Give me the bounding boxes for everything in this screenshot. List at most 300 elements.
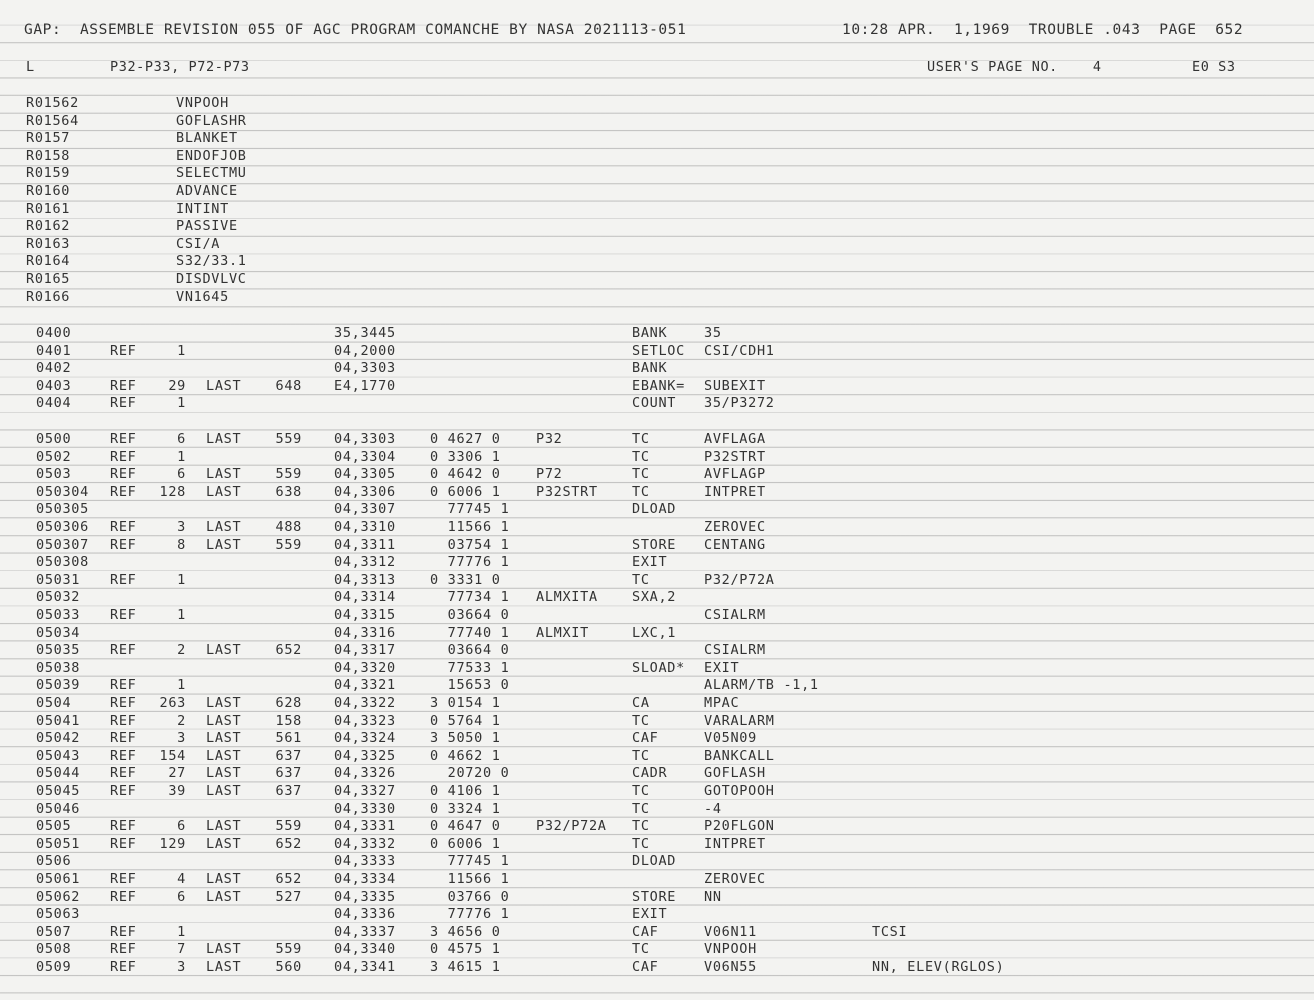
octal-word: 0 4662 1: [430, 747, 501, 764]
memory-address: 04,3331: [334, 818, 396, 835]
symbol-ref-id: R0157: [26, 130, 71, 147]
opcode: BANK: [632, 360, 668, 377]
memory-address: E4,1770: [334, 377, 396, 394]
page-code: E0 S3: [1192, 59, 1236, 75]
listing-row: [0, 713, 1314, 731]
octal-word: 11566 1: [430, 871, 510, 887]
line-number: 05034: [36, 624, 81, 641]
octal-word: 3 4656 0: [430, 923, 501, 940]
last-marker: LAST: [206, 818, 242, 835]
symbol-label: ALMXIT: [536, 624, 589, 641]
symbol-ref-id: R01562: [26, 95, 79, 111]
opcode: TC: [632, 747, 650, 764]
listing-header-left: GAP: ASSEMBLE REVISION 055 OF AGC PROGRAM COMANCHE BY NASA 2021113-051: [24, 22, 687, 38]
memory-address: 04,3330: [334, 800, 396, 817]
ref-count: 8: [177, 536, 186, 553]
opcode: TC: [632, 448, 650, 465]
line-number: 05046: [36, 800, 81, 817]
memory-address: 04,3323: [334, 712, 396, 729]
listing-row: [0, 889, 1314, 907]
users-page-number: USER'S PAGE NO. 4: [927, 59, 1102, 75]
octal-word: 0 3306 1: [430, 448, 501, 465]
symbol-ref-row: [0, 113, 1314, 131]
ref-marker: REF: [110, 431, 137, 447]
memory-address: 04,3312: [334, 554, 396, 571]
ref-marker: REF: [110, 677, 137, 694]
symbol-ref-row: [0, 236, 1314, 254]
last-page: 559: [275, 941, 302, 958]
line-number: 050306: [36, 519, 89, 535]
memory-address: 04,3317: [334, 642, 396, 659]
memory-address: 04,3307: [334, 501, 396, 518]
operand: MPAC: [704, 695, 740, 711]
line-number: 05044: [36, 765, 81, 782]
opcode: BANK: [632, 325, 668, 341]
ref-count: 2: [177, 642, 186, 659]
listing-row: [0, 589, 1314, 607]
ref-count: 4: [177, 871, 186, 887]
octal-word: 03754 1: [430, 536, 510, 553]
last-marker: LAST: [206, 712, 242, 729]
symbol-ref-id: R0161: [26, 200, 71, 217]
ref-count: 2: [177, 712, 186, 729]
octal-word: 03664 0: [430, 642, 510, 659]
last-page: 559: [275, 818, 302, 835]
octal-word: 15653 0: [430, 677, 510, 694]
ref-marker: REF: [110, 483, 137, 500]
ref-count: 7: [177, 941, 186, 958]
symbol-ref-name: CSI/A: [176, 235, 221, 252]
ref-marker: REF: [110, 466, 137, 483]
line-number: 0403: [36, 377, 72, 394]
ref-count: 6: [177, 431, 186, 447]
last-marker: LAST: [206, 642, 242, 659]
opcode: CA: [632, 695, 650, 711]
symbol-ref-row: [0, 201, 1314, 219]
last-page: 637: [275, 747, 302, 764]
line-number: 0400: [36, 325, 72, 341]
line-number: 05035: [36, 642, 81, 659]
symbol-ref-row: [0, 183, 1314, 201]
symbol-ref-row: [0, 95, 1314, 113]
memory-address: 04,3335: [334, 888, 396, 905]
memory-address: 04,3334: [334, 871, 396, 887]
last-page: 559: [275, 431, 302, 447]
ref-count: 1: [177, 571, 186, 588]
operand: BANKCALL: [704, 747, 775, 764]
listing-row: [0, 941, 1314, 959]
ref-count: 1: [177, 342, 186, 359]
ref-count: 29: [168, 377, 186, 394]
octal-word: 0 4647 0: [430, 818, 501, 835]
listing-row: [0, 906, 1314, 924]
last-page: 637: [275, 783, 302, 799]
memory-address: 04,3332: [334, 835, 396, 852]
memory-address: 04,3324: [334, 730, 396, 747]
symbol-label: P32: [536, 431, 563, 447]
operand: P32/P72A: [704, 571, 775, 588]
symbol-ref-row: [0, 289, 1314, 307]
symbol-ref-name: VN1645: [176, 288, 229, 305]
octal-word: 11566 1: [430, 519, 510, 535]
octal-word: 0 4642 0: [430, 466, 501, 483]
ref-marker: REF: [110, 712, 137, 729]
line-number: 050307: [36, 536, 89, 553]
line-number: 0508: [36, 941, 72, 958]
line-number: 0504: [36, 695, 72, 711]
line-number: 0402: [36, 360, 72, 377]
memory-address: 04,3305: [334, 466, 396, 483]
ref-marker: REF: [110, 835, 137, 852]
symbol-ref-row: [0, 218, 1314, 236]
last-page: 559: [275, 536, 302, 553]
opcode: TC: [632, 941, 650, 958]
last-page: 559: [275, 466, 302, 483]
opcode: COUNT: [632, 395, 677, 412]
operand: -4: [704, 800, 722, 817]
memory-address: 04,3303: [334, 360, 396, 377]
line-number: 05039: [36, 677, 81, 694]
symbol-ref-id: R0162: [26, 218, 71, 235]
ref-marker: REF: [110, 871, 137, 887]
symbol-label: P32/P72A: [536, 818, 607, 835]
symbol-label: P72: [536, 466, 563, 483]
symbol-ref-name: SELECTMU: [176, 165, 247, 182]
operand: V06N11: [704, 923, 757, 940]
operand: P32STRT: [704, 448, 766, 465]
last-marker: LAST: [206, 747, 242, 764]
opcode: TC: [632, 571, 650, 588]
operand: V06N55: [704, 959, 757, 975]
ref-marker: REF: [110, 695, 137, 711]
octal-word: 3 4615 1: [430, 959, 501, 975]
ref-count: 128: [159, 483, 186, 500]
listing-row: [0, 484, 1314, 502]
opcode: EBANK=: [632, 377, 685, 394]
ref-count: 1: [177, 448, 186, 465]
last-marker: LAST: [206, 377, 242, 394]
memory-address: 04,3320: [334, 659, 396, 676]
ref-marker: REF: [110, 342, 137, 359]
listing-row: [0, 378, 1314, 396]
operand: AVFLAGA: [704, 431, 766, 447]
line-number: 0500: [36, 431, 72, 447]
octal-word: 77734 1: [430, 589, 510, 606]
ref-marker: REF: [110, 747, 137, 764]
line-number: 050304: [36, 483, 89, 500]
last-page: 652: [275, 835, 302, 852]
operand: NN: [704, 888, 722, 905]
comment: NN, ELEV(RGLOS): [872, 959, 1005, 975]
line-number: 0502: [36, 448, 72, 465]
operand: ZEROVEC: [704, 871, 766, 887]
line-number: 05038: [36, 659, 81, 676]
ref-count: 154: [159, 747, 186, 764]
listing-row: [0, 642, 1314, 660]
listing-row: [0, 677, 1314, 695]
last-marker: LAST: [206, 431, 242, 447]
memory-address: 04,2000: [334, 342, 396, 359]
operand: V05N09: [704, 730, 757, 747]
listing-row: [0, 818, 1314, 836]
operand: CSIALRM: [704, 607, 766, 623]
ref-marker: REF: [110, 818, 137, 835]
last-marker: LAST: [206, 835, 242, 852]
operand: P20FLGON: [704, 818, 775, 835]
listing-row: [0, 748, 1314, 766]
opcode: SLOAD*: [632, 659, 685, 676]
last-page: 652: [275, 871, 302, 887]
listing-row: [0, 325, 1314, 343]
line-number: 05051: [36, 835, 81, 852]
listing-row: [0, 765, 1314, 783]
line-number: 0507: [36, 923, 72, 940]
opcode: STORE: [632, 536, 677, 553]
memory-address: 04,3310: [334, 519, 396, 535]
octal-word: 20720 0: [430, 765, 510, 782]
opcode: TC: [632, 835, 650, 852]
line-number: 05031: [36, 571, 81, 588]
symbol-ref-row: [0, 253, 1314, 271]
line-number: 050305: [36, 501, 89, 518]
last-page: 638: [275, 483, 302, 500]
operand: ZEROVEC: [704, 519, 766, 535]
last-marker: LAST: [206, 888, 242, 905]
ref-marker: REF: [110, 448, 137, 465]
memory-address: 04,3321: [334, 677, 396, 694]
octal-word: 0 4575 1: [430, 941, 501, 958]
last-marker: LAST: [206, 941, 242, 958]
listing-row: [0, 519, 1314, 537]
listing-row: [0, 801, 1314, 819]
last-page: 628: [275, 695, 302, 711]
octal-word: 0 6006 1: [430, 483, 501, 500]
listing-row: [0, 501, 1314, 519]
symbol-ref-name: PASSIVE: [176, 218, 238, 235]
ref-marker: REF: [110, 959, 137, 975]
ref-marker: REF: [110, 519, 137, 535]
ref-marker: REF: [110, 642, 137, 659]
operand: ALARM/TB -1,1: [704, 677, 819, 694]
octal-word: 77776 1: [430, 906, 510, 923]
memory-address: 04,3325: [334, 747, 396, 764]
ref-marker: REF: [110, 730, 137, 747]
last-page: 527: [275, 888, 302, 905]
symbol-ref-row: [0, 130, 1314, 148]
ref-marker: REF: [110, 571, 137, 588]
last-page: 648: [275, 377, 302, 394]
opcode: TC: [632, 783, 650, 799]
line-number: 05032: [36, 589, 81, 606]
operand: EXIT: [704, 659, 740, 676]
octal-word: 77745 1: [430, 853, 510, 870]
line-number: 05043: [36, 747, 81, 764]
symbol-ref-id: R01564: [26, 112, 79, 129]
ref-count: 263: [159, 695, 186, 711]
octal-word: 0 6006 1: [430, 835, 501, 852]
memory-address: 04,3316: [334, 624, 396, 641]
ref-marker: REF: [110, 377, 137, 394]
opcode: DLOAD: [632, 501, 677, 518]
symbol-ref-id: R0158: [26, 147, 71, 164]
ref-count: 3: [177, 959, 186, 975]
memory-address: 04,3303: [334, 431, 396, 447]
operand: SUBEXIT: [704, 377, 766, 394]
opcode: TC: [632, 818, 650, 835]
symbol-ref-name: BLANKET: [176, 130, 238, 147]
last-page: 561: [275, 730, 302, 747]
listing-row: [0, 395, 1314, 413]
memory-address: 04,3327: [334, 783, 396, 799]
octal-word: 03766 0: [430, 888, 510, 905]
memory-address: 04,3322: [334, 695, 396, 711]
listing-row: [0, 871, 1314, 889]
ref-count: 6: [177, 818, 186, 835]
last-marker: LAST: [206, 466, 242, 483]
memory-address: 04,3304: [334, 448, 396, 465]
memory-address: 04,3326: [334, 765, 396, 782]
operand: 35: [704, 325, 722, 341]
ref-count: 27: [168, 765, 186, 782]
symbol-ref-name: S32/33.1: [176, 253, 247, 270]
line-number: 05045: [36, 783, 81, 799]
last-marker: LAST: [206, 483, 242, 500]
octal-word: 0 3331 0: [430, 571, 501, 588]
ref-marker: REF: [110, 783, 137, 799]
symbol-label: ALMXITA: [536, 589, 598, 606]
octal-word: 0 5764 1: [430, 712, 501, 729]
opcode: CADR: [632, 765, 668, 782]
ref-marker: REF: [110, 923, 137, 940]
opcode: CAF: [632, 923, 659, 940]
symbol-ref-row: [0, 148, 1314, 166]
opcode: CAF: [632, 959, 659, 975]
last-marker: LAST: [206, 536, 242, 553]
listing-row: [0, 783, 1314, 801]
line-number: 05061: [36, 871, 81, 887]
octal-word: 77533 1: [430, 659, 510, 676]
operand: 35/P3272: [704, 395, 775, 412]
listing-row: [0, 343, 1314, 361]
memory-address: 04,3313: [334, 571, 396, 588]
last-marker: LAST: [206, 783, 242, 799]
listing-row: [0, 959, 1314, 977]
line-number: 05062: [36, 888, 81, 905]
opcode: EXIT: [632, 554, 668, 571]
listing-row: [0, 660, 1314, 678]
operand: GOFLASH: [704, 765, 766, 782]
line-number: 0404: [36, 395, 72, 412]
operand: INTPRET: [704, 835, 766, 852]
opcode: TC: [632, 712, 650, 729]
operand: GOTOPOOH: [704, 783, 775, 799]
opcode: TC: [632, 431, 650, 447]
octal-word: 3 0154 1: [430, 695, 501, 711]
ref-marker: REF: [110, 536, 137, 553]
memory-address: 04,3340: [334, 941, 396, 958]
symbol-ref-name: ADVANCE: [176, 183, 238, 199]
ref-count: 6: [177, 888, 186, 905]
ref-count: 1: [177, 677, 186, 694]
memory-address: 04,3337: [334, 923, 396, 940]
ref-marker: REF: [110, 941, 137, 958]
opcode: TC: [632, 483, 650, 500]
operand: CENTANG: [704, 536, 766, 553]
last-marker: LAST: [206, 765, 242, 782]
operand: CSI/CDH1: [704, 342, 775, 359]
memory-address: 04,3314: [334, 589, 396, 606]
opcode: STORE: [632, 888, 677, 905]
line-number: 0505: [36, 818, 72, 835]
octal-word: 0 3324 1: [430, 800, 501, 817]
listing-row: [0, 730, 1314, 748]
ref-count: 1: [177, 923, 186, 940]
last-marker: LAST: [206, 871, 242, 887]
line-number: 0401: [36, 342, 72, 359]
ref-count: 6: [177, 466, 186, 483]
line-number: 0503: [36, 466, 72, 483]
line-number: 05042: [36, 730, 81, 747]
listing-row: [0, 466, 1314, 484]
line-number: 05041: [36, 712, 81, 729]
octal-word: 77745 1: [430, 501, 510, 518]
listing-row: [0, 607, 1314, 625]
symbol-ref-name: VNPOOH: [176, 95, 229, 111]
last-marker: LAST: [206, 959, 242, 975]
memory-address: 04,3306: [334, 483, 396, 500]
symbol-ref-name: INTINT: [176, 200, 229, 217]
symbol-label: P32STRT: [536, 483, 598, 500]
symbol-ref-id: R0163: [26, 235, 71, 252]
listing-row: [0, 537, 1314, 555]
listing-row: [0, 449, 1314, 467]
symbol-ref-id: R0164: [26, 253, 71, 270]
symbol-ref-id: R0160: [26, 183, 71, 199]
operand: VARALARM: [704, 712, 775, 729]
listing-row: [0, 360, 1314, 378]
symbol-ref-name: DISDVLVC: [176, 271, 247, 287]
symbol-ref-id: R0166: [26, 288, 71, 305]
opcode: DLOAD: [632, 853, 677, 870]
program-name: P32-P33, P72-P73: [110, 59, 250, 75]
last-page: 560: [275, 959, 302, 975]
listing-row: [0, 924, 1314, 942]
last-marker: LAST: [206, 695, 242, 711]
listing-header-right: 10:28 APR. 1,1969 TROUBLE .043 PAGE 652: [842, 22, 1244, 38]
symbol-ref-name: GOFLASHR: [176, 112, 247, 129]
symbol-ref-name: ENDOFJOB: [176, 147, 247, 164]
ref-marker: REF: [110, 765, 137, 782]
octal-word: 77740 1: [430, 624, 510, 641]
opcode: SXA,2: [632, 589, 677, 606]
ref-count: 129: [159, 835, 186, 852]
operand: INTPRET: [704, 483, 766, 500]
symbol-ref-row: [0, 271, 1314, 289]
octal-word: 03664 0: [430, 607, 510, 623]
memory-address: 04,3311: [334, 536, 396, 553]
last-marker: LAST: [206, 519, 242, 535]
listing-row: [0, 853, 1314, 871]
opcode: SETLOC: [632, 342, 685, 359]
section-letter: L: [26, 59, 35, 75]
listing-row: [0, 431, 1314, 449]
opcode: TC: [632, 466, 650, 483]
line-number: 05033: [36, 607, 81, 623]
ref-count: 3: [177, 519, 186, 535]
symbol-ref-id: R0159: [26, 165, 71, 182]
last-page: 488: [275, 519, 302, 535]
last-page: 652: [275, 642, 302, 659]
